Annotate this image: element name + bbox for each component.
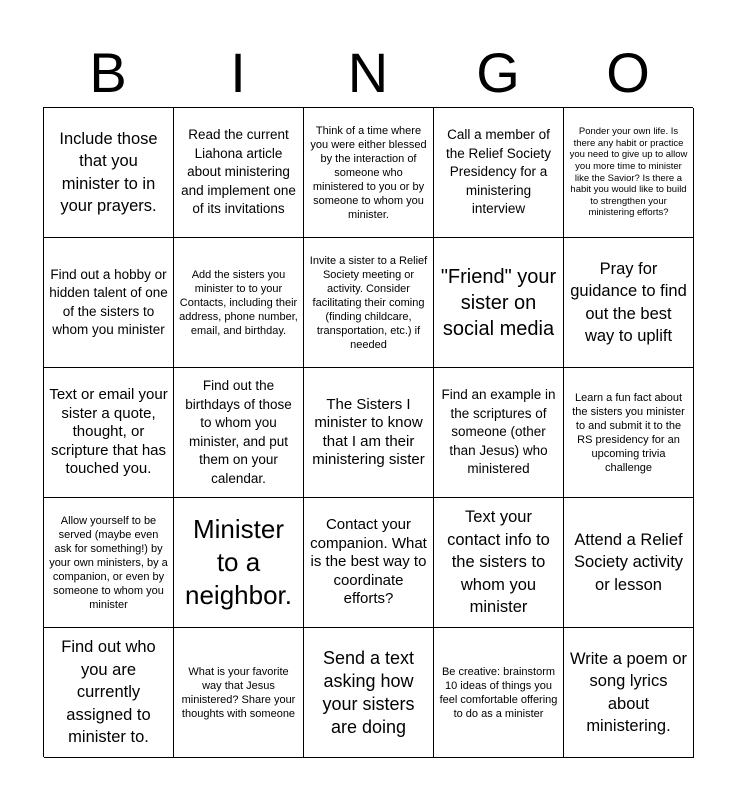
bingo-cell[interactable] (434, 108, 564, 238)
cell-text: Text your contact info to the sisters to whom you minister (447, 508, 550, 617)
bingo-cell[interactable] (564, 108, 694, 238)
header-letter-n: N (347, 41, 389, 104)
cell-text: Find out who you are currently assigned to minister to. (61, 638, 156, 747)
cell-text: Think of a time where you were either blessed by the interaction of someone who ministered to you or by someone to whom you minister. (310, 124, 427, 221)
cell-text: Learn a fun fact about the sisters you minister to and submit it to the RS presidency for an upcoming trivia challenge (572, 391, 685, 474)
cell-text: Minister to a neighbor. (185, 514, 292, 610)
bingo-cell[interactable] (304, 108, 434, 238)
bingo-cell[interactable] (174, 628, 304, 758)
bingo-cell[interactable] (44, 628, 174, 758)
header-letter-b: B (89, 41, 127, 104)
bingo-cell[interactable] (564, 498, 694, 628)
cell-text: Find an example in the scriptures of someone (other than Jesus) who ministered (441, 387, 556, 477)
cell-text: Find out a hobby or hidden talent of one of the sisters to whom you minister (49, 266, 168, 337)
cell-text: What is your favorite way that Jesus ministered? Share your thoughts with someone (181, 665, 296, 720)
bingo-cell[interactable] (304, 628, 434, 758)
bingo-cell[interactable] (174, 108, 304, 238)
header-letter-i: I (230, 41, 246, 104)
cell-text: Pray for guidance to find out the best way to uplift (570, 259, 687, 345)
bingo-cell[interactable] (174, 238, 304, 368)
cell-text: The Sisters I minister to know that I am their ministering sister (312, 395, 425, 468)
bingo-cell[interactable] (434, 238, 564, 368)
bingo-cell[interactable] (434, 628, 564, 758)
bingo-cell[interactable] (174, 498, 304, 628)
cell-text: Text or email your sister a quote, thought, or scripture that has touched you. (49, 386, 168, 478)
bingo-cell[interactable] (44, 498, 174, 628)
bingo-cell[interactable] (564, 628, 694, 758)
cell-text: Allow yourself to be served (maybe even ask for something!) by your own ministers, by a companion, or even by someone to whom you minister (49, 514, 168, 611)
bingo-cell[interactable] (434, 368, 564, 498)
cell-text: Find out the birthdays of those to whom you minister, and put them on your calendar. (185, 378, 292, 486)
bingo-cell[interactable] (44, 108, 174, 238)
header-letter-g: G (476, 41, 520, 104)
cell-text: Write a poem or song lyrics about ministering. (569, 649, 688, 735)
bingo-cell[interactable] (44, 368, 174, 498)
cell-text: Attend a Relief Society activity or lesson (573, 530, 684, 594)
cell-text: Include those that you minister to in your prayers. (59, 129, 158, 215)
bingo-card-grid (43, 107, 693, 757)
bingo-cell[interactable] (564, 238, 694, 368)
bingo-header (43, 40, 693, 106)
bingo-cell[interactable] (434, 498, 564, 628)
cell-text: Call a member of the Relief Society Presidency for a ministering interview (445, 127, 552, 217)
cell-text: Contact your companion. What is the best way to coordinate efforts? (310, 516, 427, 608)
cell-text: Invite a sister to a Relief Society meeting or activity. Consider facilitating their coming (finding childcare, transportation, etc.) if needed (309, 254, 428, 351)
cell-text: Add the sisters you minister to to your Contacts, including their address, phone number, email, and birthday. (179, 268, 298, 337)
bingo-cell[interactable] (304, 238, 434, 368)
header-letter-o: O (606, 41, 650, 104)
bingo-cell[interactable] (304, 368, 434, 498)
cell-text: Send a text asking how your sisters are doing (322, 647, 415, 737)
bingo-cell[interactable] (564, 368, 694, 498)
cell-text: "Friend" your sister on social media (440, 265, 557, 340)
bingo-cell[interactable] (44, 238, 174, 368)
cell-text: Ponder your own life. Is there any habit or practice you need to give up to allow you more time to minister like the Savior? Is there a habit you would like to build to strengthen your ministering efforts? (569, 126, 688, 219)
cell-text: Be creative: brainstorm 10 ideas of things you feel comfortable offering to do as a minister (439, 665, 558, 720)
bingo-cell[interactable] (304, 498, 434, 628)
cell-text: Read the current Liahona article about ministering and implement one of its invitations (181, 127, 296, 217)
bingo-cell[interactable] (174, 368, 304, 498)
